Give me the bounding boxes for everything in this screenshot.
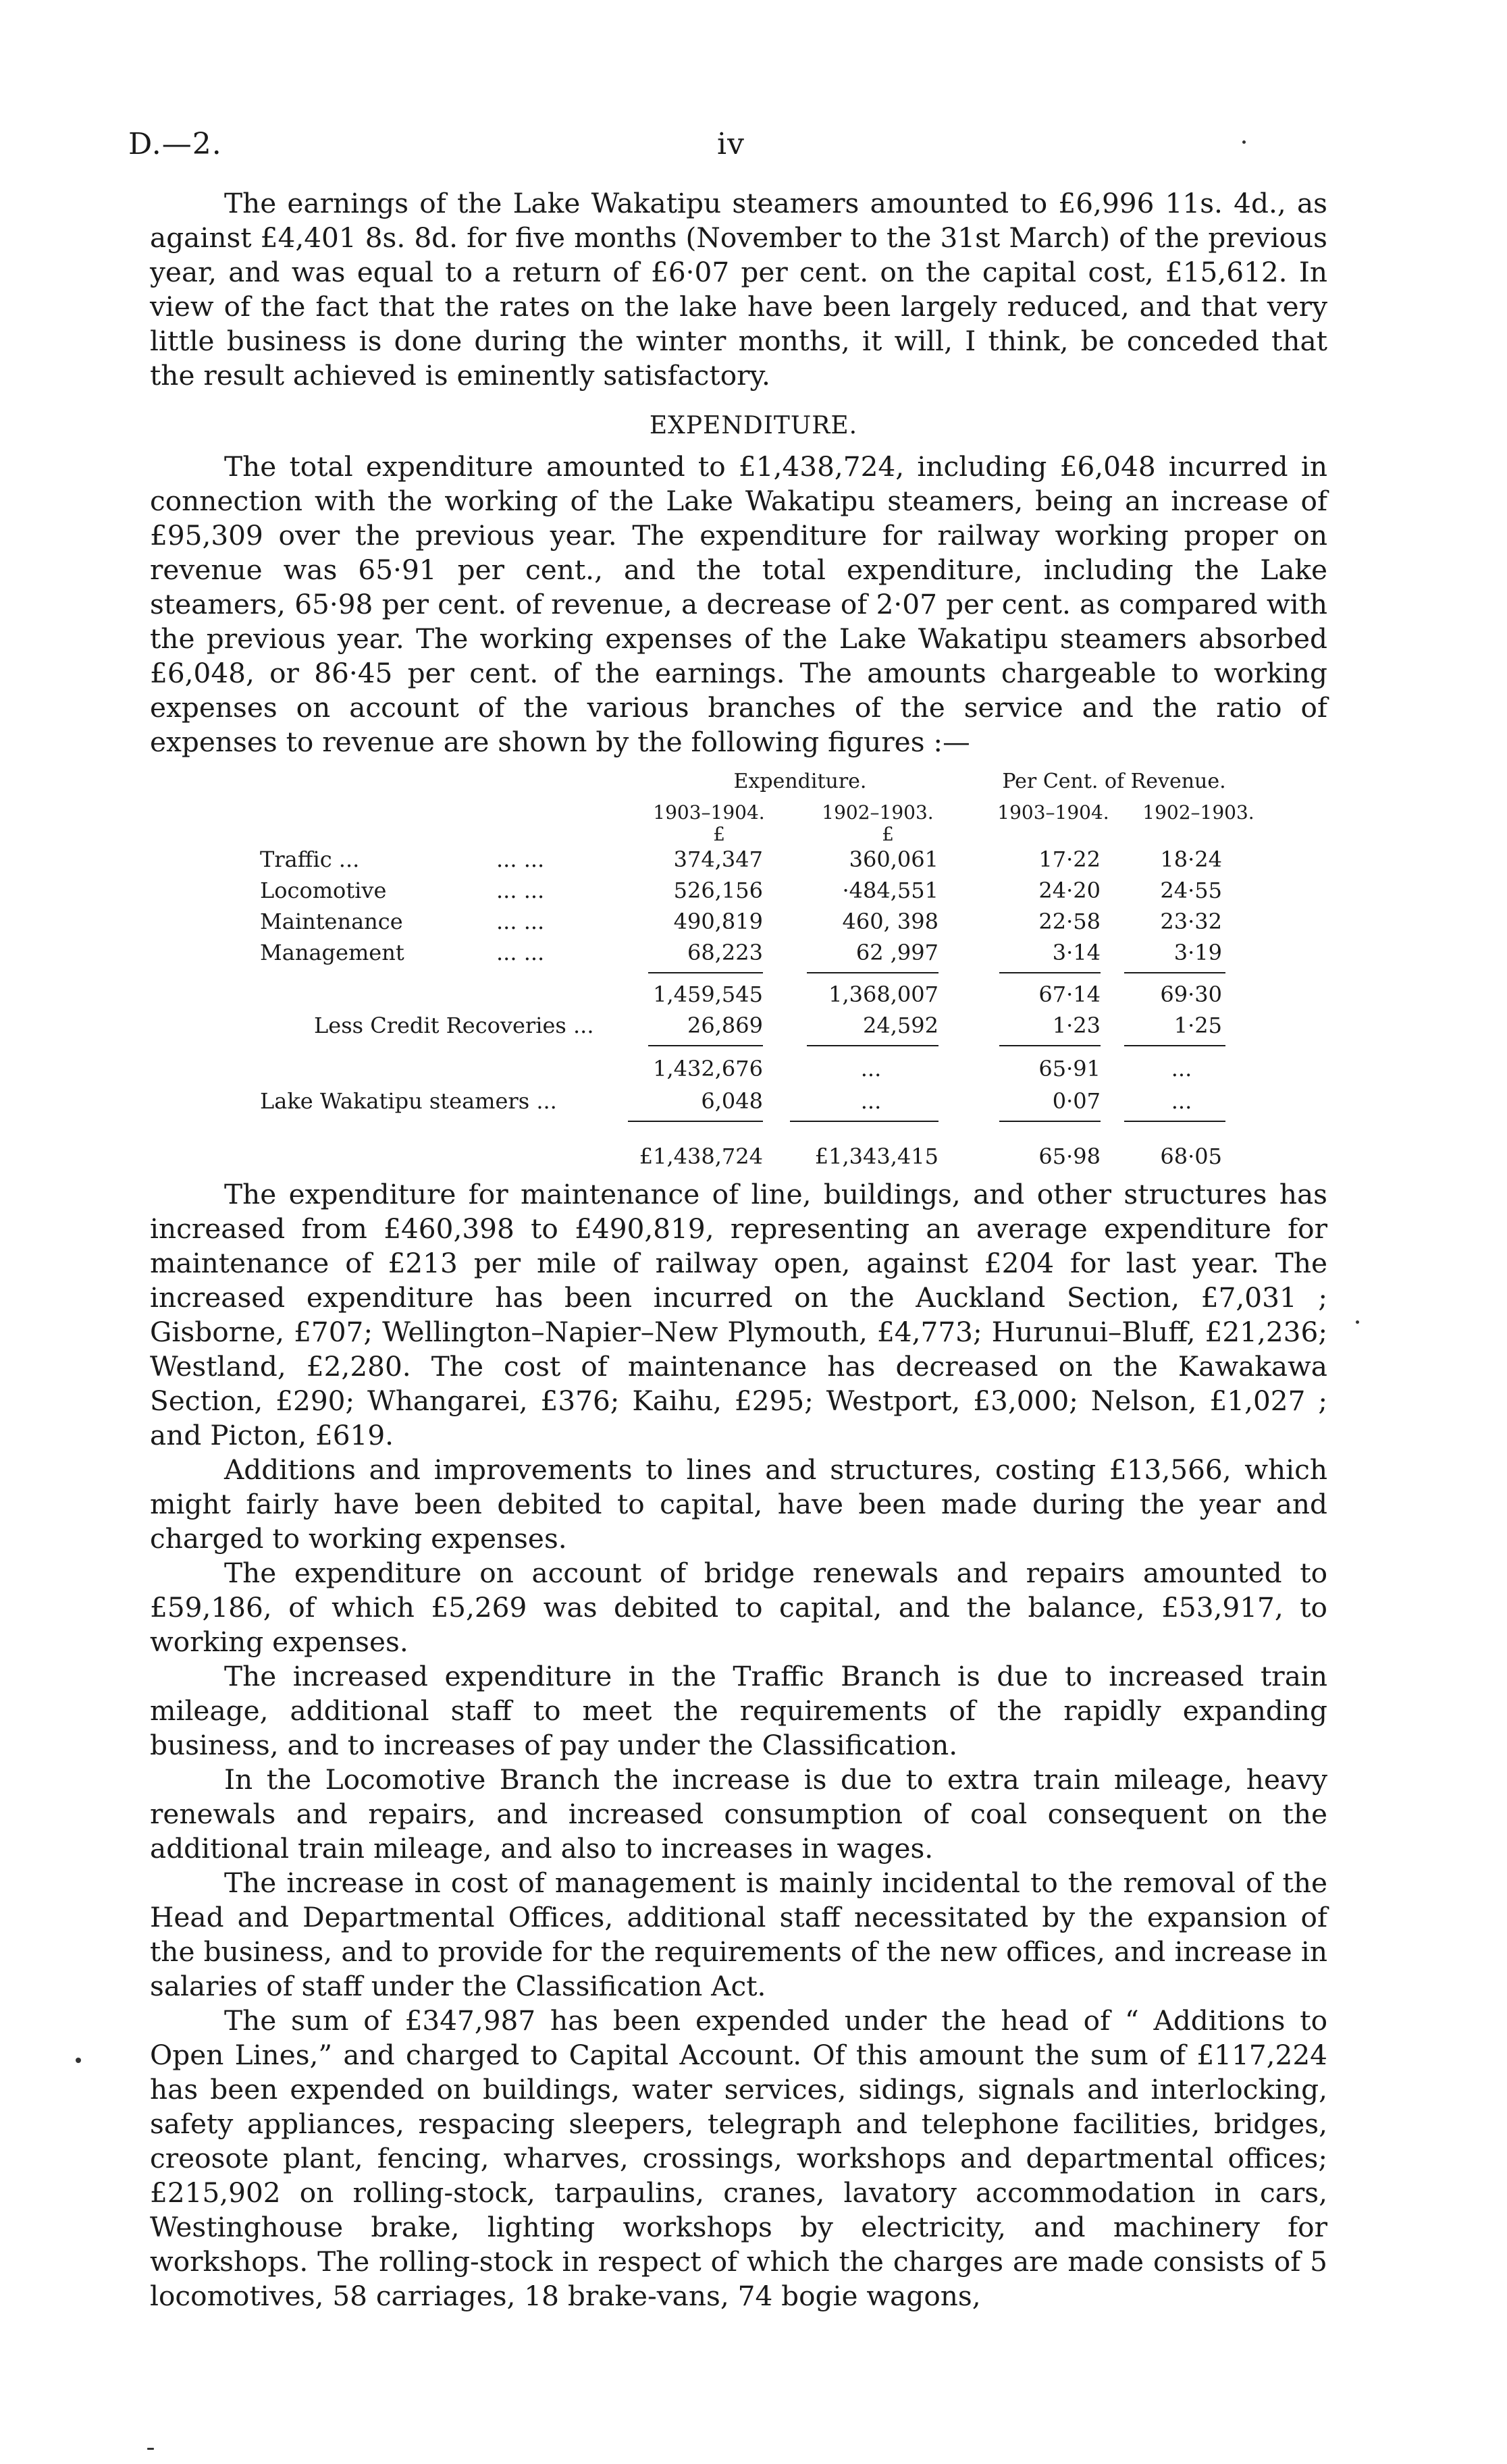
table-rule (648, 972, 763, 973)
row-leader: ... ... (496, 847, 545, 872)
cell-exp-1903: ·484,551 (842, 878, 938, 903)
table-rule (807, 1045, 938, 1046)
cell-steamers-exp-1904: 6,048 (701, 1088, 763, 1114)
table-rule (648, 1045, 763, 1046)
header-exp-1902-1903: 1902–1903. (822, 801, 934, 824)
cell-subtotal-pct-1904: 67·14 (1038, 982, 1101, 1007)
row-label: Traffic ... (260, 847, 360, 872)
cell-subtotal-exp-1904: 1,459,545 (653, 982, 763, 1007)
row-label: Management (260, 940, 404, 965)
cell-exp-1904: 68,223 (687, 940, 763, 965)
table-rule (999, 1121, 1101, 1122)
section-heading: EXPENDITURE. (649, 412, 858, 439)
table-rule (1124, 1045, 1225, 1046)
cell-exp-1903: 460, 398 (842, 909, 938, 934)
header-pct-1902-1903: 1902–1903. (1142, 801, 1254, 824)
table-rule (1124, 972, 1225, 973)
cell-pct-1904: 3·14 (1052, 940, 1101, 965)
cell-net-exp-1904: 1,432,676 (653, 1056, 763, 1081)
currency-symbol: £ (713, 823, 725, 845)
table-rule (999, 972, 1101, 973)
table-rule (999, 1045, 1101, 1046)
row-label: Locomotive (260, 878, 387, 903)
header-pct-1903-1904: 1903–1904. (997, 801, 1109, 824)
cell-subtotal-exp-1903: 1,368,007 (828, 982, 938, 1007)
currency-symbol: £ (882, 823, 894, 845)
cell-pct-1903: 24·55 (1160, 878, 1222, 903)
body-paragraph: The expenditure on account of bridge renewals and repairs amounted to £59,186, of which £5,269 was debited to capital, and the balance, £53,917, to working expenses. (150, 1557, 1327, 1658)
cell-steamers-exp-1903: ... (860, 1088, 882, 1114)
row-leader: ... ... (496, 878, 545, 903)
print-speck (147, 2448, 154, 2450)
cell-exp-1903: 360,061 (849, 847, 938, 872)
cell-pct-1904: 24·20 (1038, 878, 1101, 903)
print-speck (1356, 1320, 1359, 1324)
print-speck (76, 2058, 81, 2063)
cell-total-pct-1904: 65·98 (1038, 1144, 1101, 1169)
cell-pct-1904: 17·22 (1038, 847, 1101, 872)
earnings-paragraph: The earnings of the Lake Wakatipu steamers amounted to £6,996 11s. 4d., as against £4,401 8s. 8d. for five months (November to the 31st March) of the previous year, and was equal to a return of £6·07 per cent. on the capital cost, £15,612. In view of the fact that the rates on the lake have been largely reduced, and that very little business is done during the winter months, it will, I think, be conceded that the result achieved is eminently satisfactory. (150, 187, 1327, 392)
header-expenditure: Expenditure. (733, 770, 867, 793)
row-leader: ... ... (496, 940, 545, 965)
body-paragraph: The increase in cost of management is mainly incidental to the removal of the Head and Departmental Offices, additional staff necessitated by the expansion of the business, and to provide for the requirements of the new offices, and increase in salaries of staff under the Classification Act. (150, 1867, 1327, 2002)
cell-pct-1904: 22·58 (1038, 909, 1101, 934)
document-reference: D.—2. (128, 127, 222, 161)
header-exp-1903-1904: 1903–1904. (653, 801, 765, 824)
cell-pct-1903: 18·24 (1160, 847, 1222, 872)
cell-net-pct-1904: 65·91 (1038, 1056, 1101, 1081)
cell-exp-1904: 374,347 (673, 847, 763, 872)
earnings-section (150, 186, 1327, 393)
table-rule (790, 1121, 938, 1122)
expenditure-intro-section (150, 450, 1327, 759)
cell-total-pct-1903: 68·05 (1160, 1144, 1222, 1169)
page-number: iv (717, 127, 745, 161)
header-per-cent-of-revenue: Per Cent. of Revenue. (1002, 770, 1226, 793)
body-paragraph: The expenditure for maintenance of line, buildings, and other structures has increased from £460,398 to £490,819, representing an average expenditure for maintenance of £213 per mile of railway open, against £204 for last year. The increased expenditure has been incurred on the Auckland Section, £7,031 ; Gisborne, £707; Wellington–Napier–New Plymouth, £4,773; Hurunui–Bluff, £21,236; Westland, £2,280. The cost of maintenance has decreased on the Kawakawa Section, £290; Whangarei, £376; Kaihu, £295; Westport, £3,000; Nelson, £1,027 ; and Picton, £619. (150, 1178, 1327, 1451)
cell-total-exp-1903: £1,343,415 (814, 1144, 938, 1169)
row-label-lake-steamers: Lake Wakatipu steamers ... (260, 1088, 557, 1114)
expenditure-intro-paragraph: The total expenditure amounted to £1,438,724, including £6,048 incurred in connection with the working of the Lake Wakatipu steamers, being an increase of £95,309 over the previous year. The expenditure for railway working proper on revenue was 65·91 per cent., and the total expenditure, including the Lake steamers, 65·98 per cent. of revenue, a decrease of 2·07 per cent. as compared with the previous year. The working expenses of the Lake Wakatipu steamers absorbed £6,048, or 86·45 per cent. of the earnings. The amounts chargeable to working expenses on account of the various branches of the service and the ratio of expenses to revenue are shown by the following figures :— (150, 450, 1327, 758)
cell-net-exp-1903: ... (860, 1056, 882, 1081)
cell-credit-pct-1904: 1·23 (1052, 1013, 1101, 1038)
cell-pct-1903: 23·32 (1160, 909, 1222, 934)
cell-credit-exp-1903: 24,592 (863, 1013, 938, 1038)
row-leader: ... ... (496, 909, 545, 934)
body-paragraph: Additions and improvements to lines and structures, costing £13,566, which might fairly have been debited to capital, have been made during the year and charged to working expenses. (150, 1453, 1327, 1555)
body-paragraph: The increased expenditure in the Traffic Branch is due to increased train mileage, additional staff to meet the requirements of the rapidly expanding business, and to increases of pay under the Classification. (150, 1660, 1327, 1761)
cell-exp-1904: 526,156 (673, 878, 763, 903)
row-label-credit-recoveries: Less Credit Recoveries ... (314, 1013, 594, 1038)
cell-credit-pct-1903: 1·25 (1173, 1013, 1222, 1038)
cell-total-exp-1904: £1,438,724 (639, 1144, 763, 1169)
cell-net-pct-1903: ... (1171, 1056, 1192, 1081)
cell-steamers-pct-1903: ... (1171, 1088, 1192, 1114)
row-label: Maintenance (260, 909, 403, 934)
cell-exp-1903: 62 ,997 (855, 940, 938, 965)
cell-exp-1904: 490,819 (673, 909, 763, 934)
cell-pct-1903: 3·19 (1173, 940, 1222, 965)
cell-steamers-pct-1904: 0·07 (1052, 1088, 1101, 1114)
table-rule (807, 972, 938, 973)
print-speck (1242, 140, 1246, 144)
body-section (150, 1177, 1327, 2313)
cell-credit-exp-1904: 26,869 (687, 1013, 763, 1038)
cell-subtotal-pct-1903: 69·30 (1160, 982, 1222, 1007)
table-rule (1124, 1121, 1225, 1122)
table-rule (628, 1121, 763, 1122)
body-paragraph: The sum of £347,987 has been expended under the head of “ Additions to Open Lines,” and charged to Capital Account. Of this amount the sum of £117,224 has been expended on buildings, water services, sidings, signals and interlocking, safety appliances, respacing sleepers, telegraph and telephone facilities, bridges, creosote plant, fencing, wharves, crossings, workshops and departmental offices; £215,902 on rolling-stock, tarpaulins, cranes, lavatory accommodation in cars, Westinghouse brake, lighting workshops by electricity, and machinery for workshops. The rolling-stock in respect of which the charges are made consists of 5 locomotives, 58 carriages, 18 brake-vans, 74 bogie wagons, (150, 2004, 1327, 2312)
body-paragraph: In the Locomotive Branch the increase is due to extra train mileage, heavy renewals and repairs, and increased consumption of coal consequent on the additional train mileage, and also to increases in wages. (150, 1763, 1327, 1865)
